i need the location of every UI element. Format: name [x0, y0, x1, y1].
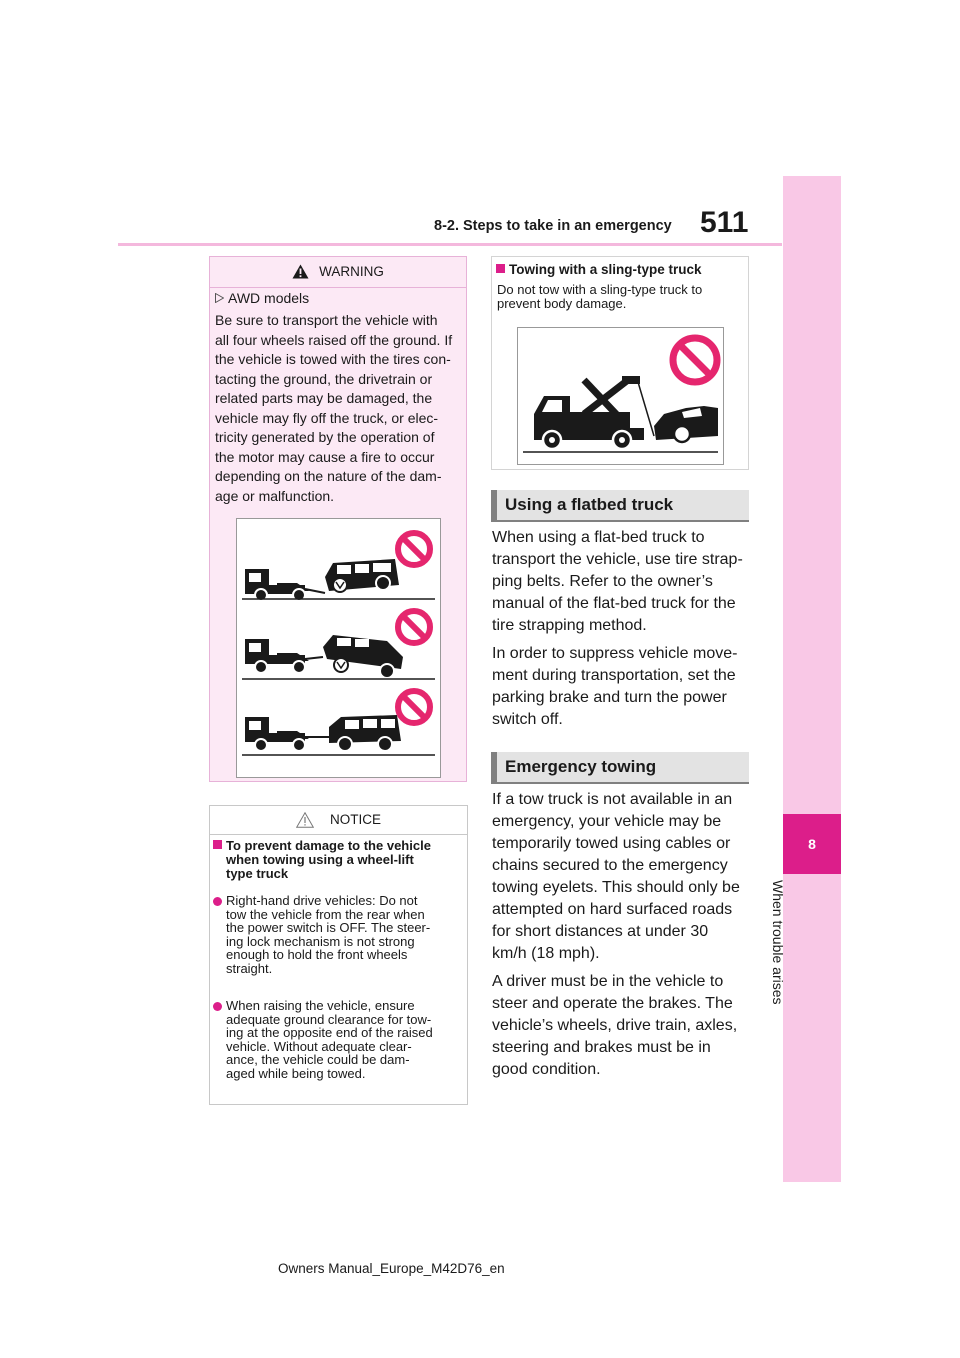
warning-subtitle: [215, 290, 309, 306]
text-line: A driver must be in the vehicle to: [492, 973, 724, 990]
chapter-label: [770, 880, 804, 1180]
bullet-dot-icon: [213, 1002, 222, 1011]
text-line: transport the vehicle, use tire strap-: [492, 551, 743, 568]
text-line: depending on the nature of the dam-: [215, 468, 442, 484]
section-title: 8-2. Steps to take in an emergency: [434, 218, 672, 234]
text-line: Do not tow with a sling-type truck to: [497, 282, 703, 297]
chapter-number-tab[interactable]: 8: [783, 814, 841, 874]
warning-body: [215, 311, 465, 506]
text-line: tow the vehicle from the rear when: [226, 906, 425, 922]
text-line: for short distances at under 30: [492, 923, 709, 940]
text-line: Be sure to transport the vehicle with: [215, 312, 438, 328]
text-line: km/h (18 mph).: [492, 945, 600, 962]
warning-triangle-icon: [292, 264, 309, 279]
sling-truck-text: [497, 283, 743, 311]
emergency-body: [492, 789, 754, 1081]
flatbed-body: [492, 527, 754, 731]
flatbed-section-heading: Using a flatbed truck: [491, 490, 749, 522]
sling-truck-title: [496, 262, 702, 277]
text-line: ping belts. Refer to the owner’s: [492, 573, 713, 590]
text-line: steering and brakes must be in: [492, 1039, 711, 1056]
notice-item-1: [226, 894, 466, 975]
prohibition-icon: [398, 611, 430, 643]
text-line: type truck: [226, 866, 289, 881]
prohibition-icon: [398, 533, 430, 565]
text-line: adequate ground clearance for tow-: [226, 1011, 432, 1027]
text-line: tire strapping method.: [492, 617, 647, 634]
text-line: temporarily towed using cables or: [492, 835, 731, 852]
sling-truck-drawing: [518, 328, 723, 464]
text-line: When using a flat-bed truck to: [492, 529, 705, 546]
text-line: all four wheels raised off the ground. If: [215, 331, 453, 348]
page-number: 511: [700, 206, 749, 239]
notice-item-2: [226, 999, 466, 1080]
text-line: In order to suppress vehicle move-: [492, 645, 738, 662]
text-line: aged while being towed.: [226, 1065, 366, 1081]
notice-header: [209, 805, 468, 835]
text-line: ment during transportation, set the: [492, 667, 736, 684]
text-line: the vehicle is towed with the tires con-: [215, 351, 451, 367]
text-line: vehicle. Without adequate clear-: [226, 1038, 412, 1054]
text-line: steer and operate the brakes. The: [492, 995, 733, 1012]
text-line: age or malfunction.: [215, 487, 335, 504]
text-line: enough to hold the front wheels: [226, 947, 408, 962]
chapter-label-text: When trouble arises: [770, 880, 786, 1005]
text-line: tricity generated by the operation of: [215, 429, 435, 445]
square-bullet-icon: [213, 840, 222, 849]
text-line: related parts may be damaged, the: [215, 390, 433, 406]
text-line: chains secured to the emergency: [492, 857, 728, 874]
text-line: If a tow truck is not available in an: [492, 791, 733, 808]
text-line: vehicle’s wheels, drive train, axles,: [492, 1017, 738, 1034]
text-line: Right-hand drive vehicles: Do not: [226, 893, 418, 908]
text-line: vehicle may fly off the truck, or elec-: [215, 409, 439, 426]
text-line: To prevent damage to the vehicle: [226, 838, 431, 853]
towing-prohibited-illustration: [236, 518, 441, 778]
text-line: the motor may cause a fire to occur: [215, 448, 435, 465]
warning-title: WARNING: [319, 264, 384, 279]
text-line: ing lock mechanism is not strong: [226, 933, 415, 949]
bullet-dot-icon: [213, 897, 222, 906]
square-bullet-icon: [496, 264, 505, 273]
text-line: switch off.: [492, 711, 563, 728]
text-line: parking brake and turn the power: [492, 689, 727, 706]
text-line: good condition.: [492, 1061, 601, 1078]
sling-truck-illustration: [517, 327, 724, 465]
towing-prohibited-drawing: [237, 519, 440, 777]
prohibition-icon: [673, 338, 717, 382]
text-line: ance, the vehicle could be dam-: [226, 1052, 410, 1067]
play-arrow-icon: [215, 293, 224, 303]
notice-triangle-icon: [296, 812, 314, 828]
text-line: the power switch is OFF. The steer-: [226, 920, 431, 935]
text-line: When raising the vehicle, ensure: [226, 998, 415, 1013]
text-line: tacting the ground, the drivetrain or: [215, 370, 433, 387]
footer-doc-id: Owners Manual_Europe_M42D76_en: [278, 1261, 505, 1276]
text-line: attempted on hard surfaced roads: [492, 901, 733, 918]
text-line: prevent body damage.: [497, 296, 627, 311]
emergency-section-heading: Emergency towing: [491, 752, 749, 784]
sling-title-text: Towing with a sling-type truck: [509, 262, 702, 277]
warning-subtitle-text: AWD models: [228, 290, 310, 306]
notice-heading: [213, 839, 463, 881]
warning-header: [209, 256, 467, 288]
text-line: straight.: [226, 960, 273, 976]
prohibition-icon: [398, 691, 430, 723]
text-line: when towing using a wheel-lift: [226, 852, 414, 867]
header-rule: [118, 243, 782, 246]
text-line: emergency, your vehicle may be: [492, 813, 722, 830]
text-line: towing eyelets. This should only be: [492, 879, 740, 896]
text-line: manual of the flat-bed truck for the: [492, 595, 736, 612]
notice-title: NOTICE: [329, 812, 381, 827]
text-line: ing at the opposite end of the raised: [226, 1025, 433, 1040]
